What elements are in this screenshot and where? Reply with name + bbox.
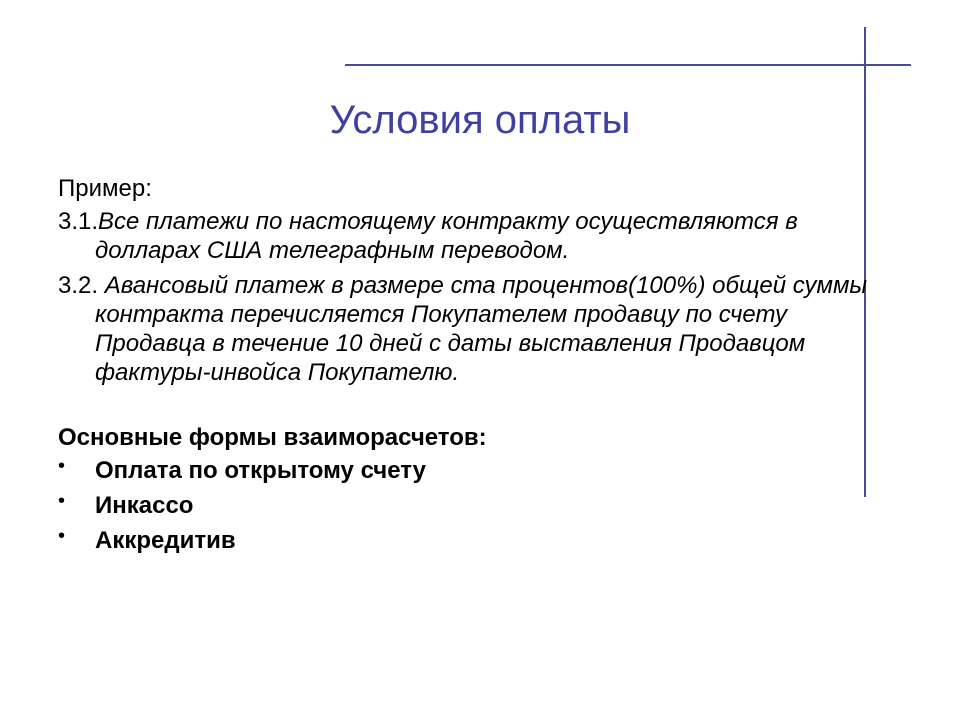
clause-text: Все платежи по настоящему контракту осуществляются в долларах США телеграфным переводом.	[95, 208, 798, 264]
list-item	[58, 526, 888, 555]
forms-list	[58, 456, 888, 555]
bullet-icon: •	[58, 455, 66, 477]
clause-number: 3.2.	[58, 272, 105, 299]
intro-label: Пример:	[58, 175, 152, 202]
forms-heading: Основные формы взаиморасчетов:	[58, 424, 487, 451]
slide-body	[58, 174, 888, 561]
decorative-horizontal-line	[345, 64, 911, 66]
list-item-label: Оплата по открытому счету	[95, 457, 426, 484]
bullet-icon: •	[58, 525, 66, 547]
list-item-label: Инкассо	[95, 492, 194, 519]
bullet-icon: •	[58, 490, 66, 512]
clause-text: Авансовый платеж в размере ста процентов(100%) общей суммы контракта перечисляется Покупателем продавцу по счету Продавца в течение 10 дней с даты выставления Продавцом фактуры-инвойса Покупателю.	[95, 272, 868, 386]
clause-3-2	[58, 271, 888, 387]
clause-3-1	[58, 207, 888, 265]
list-item	[58, 456, 888, 485]
list-item	[58, 491, 888, 520]
clause-number: 3.1.	[58, 208, 99, 235]
slide-title: Условия оплаты	[329, 98, 631, 142]
list-item-label: Аккредитив	[95, 527, 236, 554]
